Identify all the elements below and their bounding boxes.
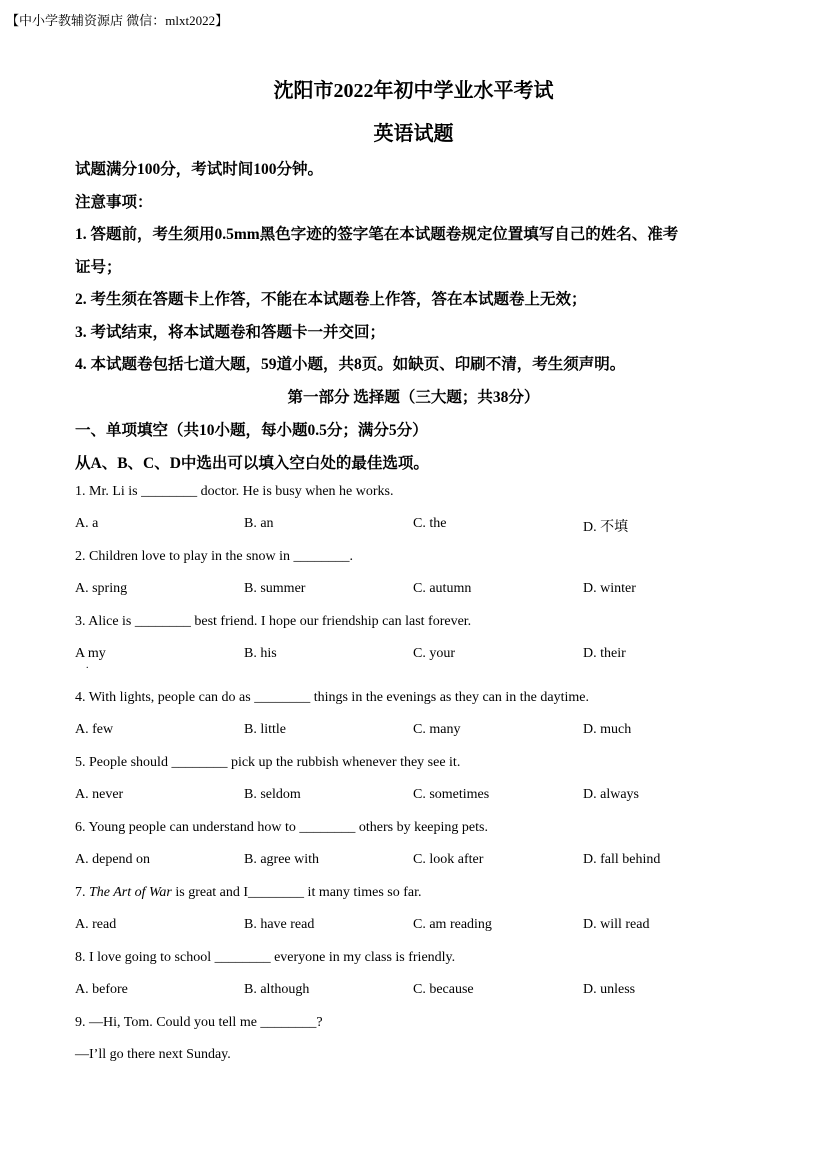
exam-title: 沈阳市2022年初中学业水平考试 xyxy=(273,80,554,102)
intro-text: 试题满分100分，考试时间100分钟。 xyxy=(75,161,324,178)
question-stem: 8. I love going to school ________ everyone in my class is friendly. xyxy=(75,950,456,965)
option-c: C. autumn xyxy=(413,581,472,596)
option-d: D. always xyxy=(583,787,639,802)
option-a: A. read xyxy=(75,917,117,932)
option-d: D. fall behind xyxy=(583,852,661,867)
option-c: C. look after xyxy=(413,852,484,867)
header-note: 【中小学教辅资源店 微信：mlxt2022】 xyxy=(6,13,229,28)
book-title: The Art of War xyxy=(89,885,172,900)
option-b: B. little xyxy=(244,722,286,737)
option-b: B. although xyxy=(244,982,310,997)
exam-subtitle: 英语试题 xyxy=(373,123,454,145)
dialogue-reply: —I’ll go there next Sunday. xyxy=(75,1047,231,1062)
section-heading: 一、单项填空（共10小题，每小题0.5分；满分5分） xyxy=(75,422,428,439)
section-instruction: 从A、B、C、D中选出可以填入空白处的最佳选项。 xyxy=(75,455,429,472)
notice-item: 证号； xyxy=(75,259,122,276)
option-a: A. spring xyxy=(75,581,128,596)
option-c: C. am reading xyxy=(413,917,492,932)
option-a: A. depend on xyxy=(75,852,151,867)
option-c: C. sometimes xyxy=(413,787,490,802)
option-c: C. because xyxy=(413,982,474,997)
notice-item: 4. 本试题卷包括七道大题，59道小题，共8页。如缺页、印刷不清，考生须声明。 xyxy=(75,356,626,373)
notice-heading: 注意事项： xyxy=(75,194,153,211)
option-a: A. few xyxy=(75,722,114,737)
question-number: 7. xyxy=(75,885,89,900)
option-b: B. have read xyxy=(244,917,315,932)
option-d: D. much xyxy=(583,722,632,737)
question-stem: 6. Young people can understand how to ________ others by keeping pets. xyxy=(75,820,488,835)
option-d: D. their xyxy=(583,646,626,661)
notice-item: 1. 答题前，考生须用0.5mm黑色字迹的签字笔在本试题卷规定位置填写自己的姓名、准考 xyxy=(75,226,679,243)
notice-item: 2. 考生须在答题卡上作答，不能在本试题卷上作答，答在本试题卷上无效； xyxy=(75,291,587,308)
part-heading: 第一部分 选择题（三大题；共38分） xyxy=(287,389,540,406)
option-d: D. winter xyxy=(583,581,636,596)
question-stem: 5. People should ________ pick up the rubbish whenever they see it. xyxy=(75,755,461,770)
option-b: B. seldom xyxy=(244,787,301,802)
option-a: A. before xyxy=(75,982,128,997)
notice-item: 3. 考试结束，将本试题卷和答题卡一并交回； xyxy=(75,324,386,341)
question-stem: 9. —Hi, Tom. Could you tell me ________? xyxy=(75,1015,323,1030)
option-a: A. never xyxy=(75,787,124,802)
option-b: B. summer xyxy=(244,581,306,596)
question-text: is great and I________ it many times so far. xyxy=(171,885,422,900)
question-stem xyxy=(75,885,421,901)
question-stem: 1. Mr. Li is ________ doctor. He is busy when he works. xyxy=(75,484,394,499)
option-d: D. 不填 xyxy=(583,520,629,535)
option-d: D. unless xyxy=(583,982,636,997)
question-stem: 2. Children love to play in the snow in ________. xyxy=(75,549,354,564)
option-b: B. an xyxy=(244,516,274,531)
option-a: A. a xyxy=(75,516,99,531)
option-b: B. agree with xyxy=(244,852,320,867)
option-c: C. many xyxy=(413,722,461,737)
stray-dot: . xyxy=(86,660,89,671)
option-c: C. the xyxy=(413,516,447,531)
question-stem: 3. Alice is ________ best friend. I hope our friendship can last forever. xyxy=(75,614,472,629)
option-c: C. your xyxy=(413,646,455,661)
option-d: D. will read xyxy=(583,917,650,932)
option-a: A my xyxy=(75,646,106,661)
option-b: B. his xyxy=(244,646,277,661)
question-stem: 4. With lights, people can do as ________ things in the evenings as they can in the daytime. xyxy=(75,690,589,705)
